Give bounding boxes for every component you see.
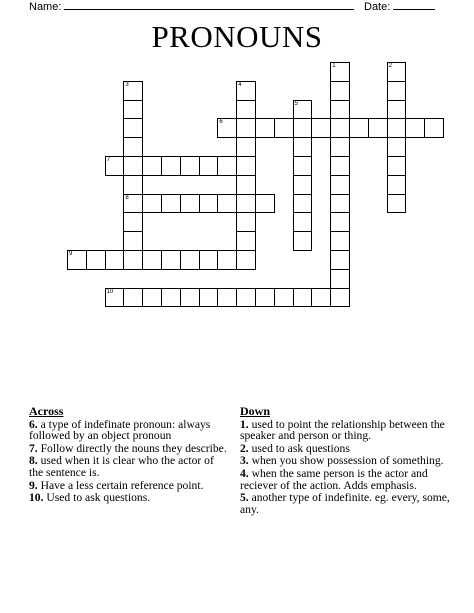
grid-cell[interactable] — [123, 137, 143, 157]
grid-cell[interactable] — [293, 231, 313, 251]
grid-cell[interactable] — [311, 288, 331, 308]
grid-cell[interactable] — [236, 118, 256, 138]
cell-number: 2 — [388, 63, 392, 69]
grid-cell[interactable] — [293, 156, 313, 176]
cell-number: 3 — [125, 81, 129, 88]
grid-cell[interactable] — [405, 118, 425, 138]
grid-cell[interactable] — [293, 137, 313, 157]
clue-number: 10. — [29, 491, 44, 505]
grid-cell[interactable] — [330, 100, 350, 120]
cell-number: 8 — [125, 194, 129, 201]
grid-cell[interactable] — [330, 194, 350, 214]
grid-cell[interactable] — [255, 194, 275, 214]
clue-number: 2. — [240, 441, 249, 455]
grid-cell[interactable] — [180, 156, 200, 176]
grid-cell[interactable] — [387, 118, 407, 138]
grid-cell[interactable] — [105, 156, 125, 176]
cell-number: 6 — [219, 119, 223, 126]
grid-cell[interactable] — [274, 118, 294, 138]
clue-text: when the same person is the actor and reciever of the action. Adds emphasis. — [240, 466, 428, 492]
grid-cell[interactable] — [330, 250, 350, 270]
grid-cell[interactable] — [180, 288, 200, 308]
grid-cell[interactable] — [236, 212, 256, 232]
date-label: Date: — [364, 1, 391, 13]
grid-cell[interactable] — [236, 137, 256, 157]
clue-text: another type of indefinite. eg. every, some, any. — [240, 491, 450, 516]
grid-cell[interactable] — [142, 194, 162, 214]
clue-number: 6. — [29, 417, 38, 431]
grid-cell[interactable] — [199, 288, 219, 308]
across-clue — [29, 419, 229, 442]
grid-cell[interactable] — [236, 175, 256, 195]
grid-cell[interactable] — [387, 100, 407, 120]
name-label: Name: — [29, 1, 62, 13]
grid-cell[interactable] — [161, 288, 181, 308]
grid-cell[interactable] — [161, 156, 181, 176]
grid-cell[interactable] — [330, 288, 350, 308]
grid-cell[interactable] — [349, 118, 369, 138]
grid-cell[interactable] — [330, 269, 350, 289]
grid-cell[interactable] — [236, 81, 256, 101]
down-clue — [240, 468, 450, 491]
grid-cell[interactable] — [180, 194, 200, 214]
clue-number: 3. — [240, 454, 249, 468]
grid-cell[interactable] — [123, 288, 143, 308]
clue-text: when you show possession of something. — [251, 454, 444, 468]
clue-text: Follow directly the nouns they describe. — [40, 441, 227, 455]
grid-cell[interactable] — [330, 62, 350, 82]
down-clue — [240, 419, 450, 442]
clue-number: 1. — [240, 417, 249, 431]
grid-cell[interactable] — [274, 288, 294, 308]
down-clue — [240, 455, 450, 467]
grid-cell[interactable] — [123, 250, 143, 270]
grid-cell[interactable] — [293, 175, 313, 195]
grid-cell[interactable] — [123, 100, 143, 120]
grid-cell[interactable] — [387, 137, 407, 157]
grid-cell[interactable] — [368, 118, 388, 138]
across-clue — [29, 480, 229, 492]
grid-cell[interactable] — [105, 250, 125, 270]
clue-text: used to ask questions — [251, 441, 350, 455]
grid-cell[interactable] — [236, 250, 256, 270]
grid-cell[interactable] — [330, 118, 350, 138]
grid-cell[interactable] — [387, 156, 407, 176]
grid-cell[interactable] — [236, 100, 256, 120]
page-title: PRONOUNS — [151, 19, 323, 54]
grid-cell[interactable] — [255, 288, 275, 308]
down-clue-list — [240, 419, 450, 516]
across-clue — [29, 443, 229, 455]
clue-text: used when it is clear who the actor of the sentence is. — [29, 454, 214, 479]
grid-cell[interactable] — [142, 156, 162, 176]
grid-cell[interactable] — [387, 175, 407, 195]
grid-cell[interactable] — [217, 288, 237, 308]
grid-cell[interactable] — [217, 250, 237, 270]
grid-cell[interactable] — [199, 194, 219, 214]
grid-cell[interactable] — [180, 250, 200, 270]
grid-cell[interactable] — [424, 118, 444, 138]
grid-cell[interactable] — [217, 194, 237, 214]
down-heading: Down — [240, 404, 271, 418]
down-clue — [240, 492, 450, 515]
grid-cell[interactable] — [217, 156, 237, 176]
grid-cell[interactable] — [293, 100, 313, 120]
across-heading: Across — [29, 404, 64, 418]
grid-cell[interactable] — [67, 250, 87, 270]
cell-number: 4 — [238, 81, 242, 88]
grid-cell[interactable] — [387, 194, 407, 214]
clue-text: Have a less certain reference point. — [40, 478, 204, 492]
grid-cell[interactable] — [293, 118, 313, 138]
clue-number: 5. — [240, 491, 249, 505]
grid-cell[interactable] — [86, 250, 106, 270]
cell-number: 5 — [294, 100, 298, 107]
grid-cell[interactable] — [293, 288, 313, 308]
grid-cell[interactable] — [123, 231, 143, 251]
grid-cell[interactable] — [236, 156, 256, 176]
grid-cell[interactable] — [123, 175, 143, 195]
grid-cell[interactable] — [123, 156, 143, 176]
cell-number: 9 — [69, 251, 73, 257]
grid-cell[interactable] — [199, 250, 219, 270]
grid-cell[interactable] — [311, 118, 331, 138]
cell-number: 1 — [332, 63, 336, 69]
cell-number: 7 — [106, 157, 110, 163]
grid-cell[interactable] — [330, 81, 350, 101]
clue-text: used to point the relationship between the speaker and person or thing. — [240, 417, 445, 443]
grid-cell[interactable] — [330, 137, 350, 157]
grid-cell[interactable] — [199, 156, 219, 176]
clue-text: a type of indefinate pronoun: always followed by an object pronoun — [29, 417, 211, 443]
clue-number: 8. — [29, 454, 38, 468]
grid-cell[interactable] — [330, 231, 350, 251]
grid-cell[interactable] — [217, 118, 237, 138]
grid-cell[interactable] — [123, 194, 143, 214]
clue-number: 9. — [29, 478, 38, 492]
grid-cell[interactable] — [105, 288, 125, 308]
across-clue-list — [29, 419, 229, 504]
grid-cell[interactable] — [236, 194, 256, 214]
clue-number: 7. — [29, 441, 38, 455]
grid-cell[interactable] — [123, 118, 143, 138]
grid-cell[interactable] — [330, 156, 350, 176]
across-clues — [29, 406, 229, 505]
clue-number: 4. — [240, 466, 249, 480]
down-clue — [240, 443, 450, 455]
clue-text: Used to ask questions. — [46, 491, 151, 505]
down-clues — [240, 406, 450, 516]
grid-cell[interactable] — [142, 250, 162, 270]
cell-number: 10 — [106, 288, 114, 295]
grid-cell[interactable] — [330, 212, 350, 232]
across-clue — [29, 455, 229, 478]
grid-cell[interactable] — [293, 194, 313, 214]
across-clue — [29, 492, 229, 504]
grid-cell[interactable] — [236, 288, 256, 308]
grid-cell[interactable] — [255, 118, 275, 138]
grid-cell[interactable] — [236, 231, 256, 251]
grid-cell[interactable] — [161, 194, 181, 214]
grid-cell[interactable] — [293, 212, 313, 232]
grid-cell[interactable] — [142, 288, 162, 308]
grid-cell[interactable] — [330, 175, 350, 195]
grid-cell[interactable] — [387, 81, 407, 101]
grid-cell[interactable] — [387, 62, 407, 82]
grid-cell[interactable] — [123, 81, 143, 101]
grid-cell[interactable] — [161, 250, 181, 270]
grid-cell[interactable] — [123, 212, 143, 232]
